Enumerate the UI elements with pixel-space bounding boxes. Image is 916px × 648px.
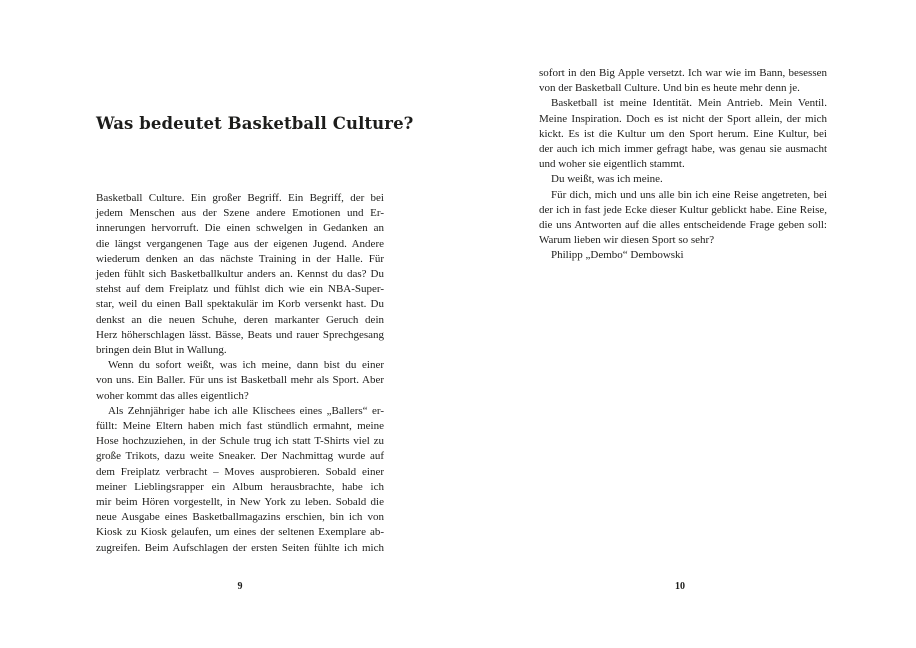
chapter-title: Was bedeutet Basketball Culture? (96, 114, 414, 133)
text-line: innerungen hervorruft. Die einen schwelgen in Gedanken an (96, 222, 384, 235)
text-line: der auch ich mich immer gefragt habe, was genau sie ausmacht (539, 143, 827, 156)
left-body-text (96, 191, 384, 556)
text-line: sofort in den Big Apple versetzt. Ich war wie im Bann, besessen (539, 67, 827, 79)
right-body-text (539, 66, 827, 264)
text-line: Philipp „Dembo“ Dembowski (551, 249, 684, 262)
text-line: jedem Menschen aus der Szene andere Emotionen und Er- (96, 207, 384, 220)
text-line: die uns Antworten auf die alles entscheidende Frage geben soll: (539, 219, 827, 232)
text-line: die längst vergangenen Tage aus der eigenen Jugend. Andere (96, 237, 384, 250)
text-line: Hose hochzuziehen, in der Schule trug ich statt T-Shirts viel zu (96, 435, 384, 448)
text-line: neue Ausgabe eines Basketballmagazins erschien, bin ich von (96, 511, 384, 524)
text-line: große Trikots, dazu weite Sneaker. Der Nachmittag wurde auf (96, 450, 384, 463)
text-line: Basketball ist meine Identität. Mein Antrieb. Mein Ventil. (551, 97, 827, 110)
right-page (458, 0, 916, 648)
text-line: wiederum denken an das nächste Training in der Halle. Für (96, 252, 384, 265)
text-line: bringen dein Blut in Wallung. (96, 344, 227, 357)
page-number: 10 (675, 581, 685, 592)
text-line: Warum lieben wir diesen Sport so sehr? (539, 234, 715, 247)
text-line: kickt. Es ist die Kultur um den Sport herum. Eine Kultur, bei (539, 127, 827, 140)
text-line: meiner Lieblingsrapper ein Album herausbrachte, habe ich (96, 480, 384, 493)
text-line: Meine Inspiration. Doch es ist nicht der Sport allein, der mich (539, 112, 827, 125)
page-number: 9 (237, 581, 243, 592)
text-line: Wenn du sofort weißt, was ich meine, dann bist du einer (108, 359, 384, 372)
text-line: von uns. Ein Baller. Für uns ist Basketball mehr als Sport. Aber (96, 374, 384, 387)
text-line: mir beim Hören vorgestellt, in New York zu leben. Sobald die (96, 496, 384, 509)
text-line: Als Zehnjähriger habe ich alle Klischees eines „Ballers“ er- (108, 404, 384, 417)
text-line: denkst an die neuen Schuhe, deren markanter Geruch dein (96, 313, 384, 326)
text-line: füllt: Meine Eltern haben mich fast stündlich ermahnt, meine (96, 420, 384, 433)
text-line: jeden fühlt sich Basketballkultur anders an. Kennst du das? Du (96, 268, 384, 281)
text-line: woher kommt das alles eigentlich? (96, 389, 249, 402)
text-line: zugreifen. Beim Aufschlagen der ersten Seiten fühlte ich mich (96, 541, 384, 554)
text-line: und woher sie eigentlich stammt. (539, 158, 685, 171)
text-line: Für dich, mich und uns alle bin ich eine Reise angetreten, bei (551, 188, 827, 201)
text-line: Basketball Culture. Ein großer Begriff. Ein Begriff, der bei (96, 192, 384, 204)
text-line: dem Freiplatz verbracht – Moves ausprobieren. Sobald einer (96, 465, 384, 478)
text-line: stehst auf dem Freiplatz und fühlst dich wie ein NBA-Super- (96, 283, 384, 296)
text-line: star, weil du einen Ball spektakulär im Korb versenkt hast. Du (96, 298, 384, 311)
text-line: Herz höherschlagen lässt. Bässe, Beats und rauer Sprechgesang (96, 328, 384, 341)
text-line: von der Basketball Culture. Und bin es heute mehr denn je. (539, 82, 800, 95)
text-line: Kiosk zu Kiosk gelaufen, um eines der seltenen Exemplare ab- (96, 526, 384, 539)
text-line: der ich in fast jede Ecke dieser Kultur geblickt habe. Eine Reise, (539, 203, 827, 216)
text-line: Du weißt, was ich meine. (551, 173, 663, 186)
